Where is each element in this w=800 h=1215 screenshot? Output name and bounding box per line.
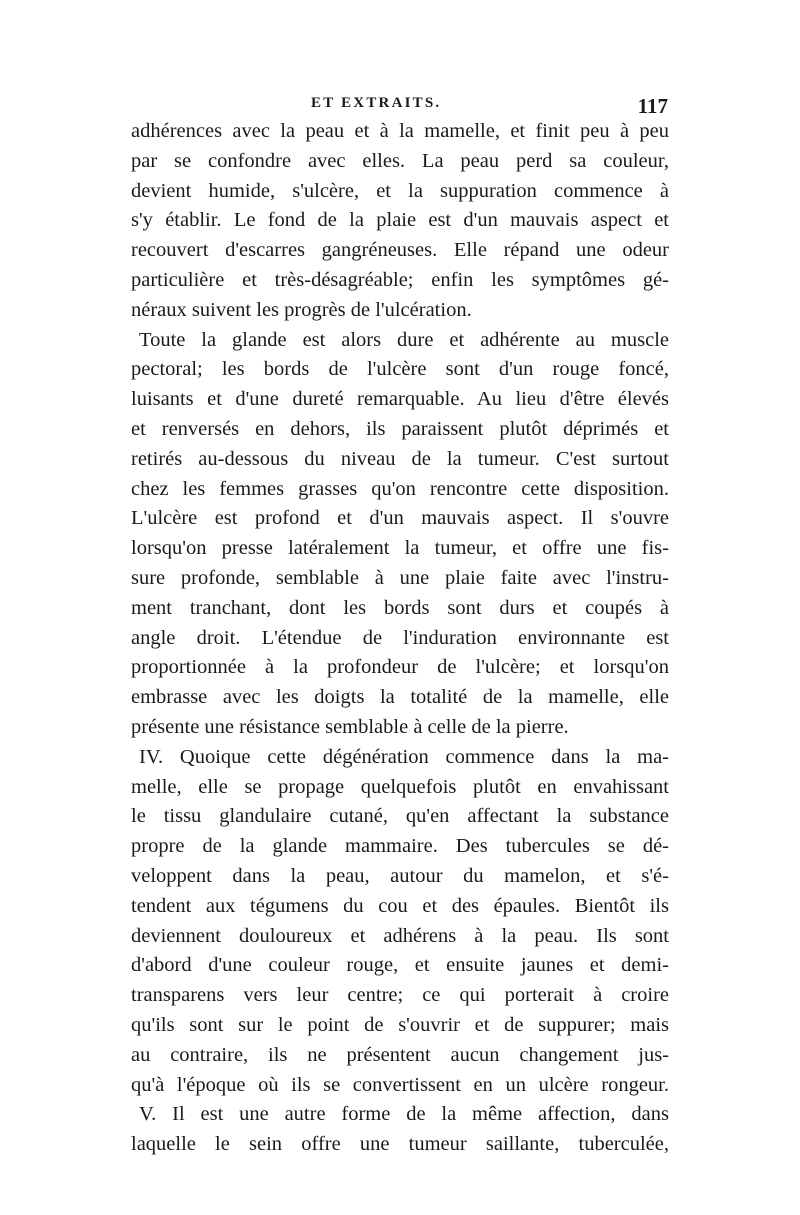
text-line: melle, elle se propage quelquefois plutôt en envahissant (131, 775, 669, 798)
text-line: angle droit. L'étendue de l'induration environnante est (131, 626, 669, 649)
text-line: tendent aux tégumens du cou et des épaules. Bientôt ils (131, 894, 669, 917)
text-line: au contraire, ils ne présentent aucun changement jus- (131, 1043, 669, 1066)
text-line: devient humide, s'ulcère, et la suppuration commence à (131, 179, 669, 202)
running-title: ET EXTRAITS. (311, 95, 442, 111)
text-line: par se confondre avec elles. La peau perd sa couleur, (131, 149, 669, 172)
page-number: 117 (637, 94, 668, 118)
text-line: lorsqu'on presse latéralement la tumeur, et offre une fis- (131, 537, 669, 560)
text-line: laquelle le sein offre une tumeur saillante, tuberculée, (131, 1133, 669, 1156)
text-line: ment tranchant, dont les bords sont durs et coupés à (131, 596, 669, 619)
running-head (130, 95, 670, 119)
text-line: deviennent douloureux et adhérens à la peau. Ils sont (131, 924, 669, 947)
text-line: s'y établir. Le fond de la plaie est d'un mauvais aspect et (131, 209, 669, 232)
text-line: sure profonde, semblable à une plaie faite avec l'instru- (131, 566, 669, 589)
text-line: chez les femmes grasses qu'on rencontre cette disposition. (131, 477, 669, 500)
text-line: particulière et très-désagréable; enfin les symptômes gé- (131, 268, 669, 291)
text-line: qu'à l'époque où ils se convertissent en un ulcère rongeur. (131, 1073, 669, 1096)
text-line: transparens vers leur centre; ce qui porterait à croire (131, 984, 669, 1007)
text-line: veloppent dans la peau, autour du mamelon, et s'é- (131, 864, 669, 887)
text-line: recouvert d'escarres gangréneuses. Elle répand une odeur (131, 239, 669, 262)
text-line: IV. Quoique cette dégénération commence dans la ma- (139, 745, 669, 768)
text-line: luisants et d'une dureté remarquable. Au lieu d'être élevés (131, 388, 669, 411)
text-line: néraux suivent les progrès de l'ulcération. (131, 298, 472, 321)
text-line: qu'ils sont sur le point de s'ouvrir et de suppurer; mais (131, 1013, 669, 1036)
body-text (131, 117, 669, 1160)
text-line: le tissu glandulaire cutané, qu'en affectant la substance (131, 805, 669, 828)
text-line: présente une résistance semblable à celle de la pierre. (131, 715, 569, 738)
text-line: d'abord d'une couleur rouge, et ensuite jaunes et demi- (131, 954, 669, 977)
text-line: V. Il est une autre forme de la même affection, dans (139, 1103, 669, 1126)
text-line: Toute la glande est alors dure et adhérente au muscle (139, 328, 669, 351)
text-line: embrasse avec les doigts la totalité de la mamelle, elle (131, 686, 669, 709)
text-line: L'ulcère est profond et d'un mauvais aspect. Il s'ouvre (131, 507, 669, 530)
text-line: pectoral; les bords de l'ulcère sont d'un rouge foncé, (131, 358, 669, 381)
text-line: propre de la glande mammaire. Des tubercules se dé- (131, 835, 669, 858)
text-line: retirés au-dessous du niveau de la tumeur. C'est surtout (131, 447, 669, 470)
text-line: adhérences avec la peau et à la mamelle, et finit peu à peu (131, 120, 669, 142)
text-line: et renversés en dehors, ils paraissent plutôt déprimés et (131, 417, 669, 440)
text-line: proportionnée à la profondeur de l'ulcère; et lorsqu'on (131, 656, 669, 679)
